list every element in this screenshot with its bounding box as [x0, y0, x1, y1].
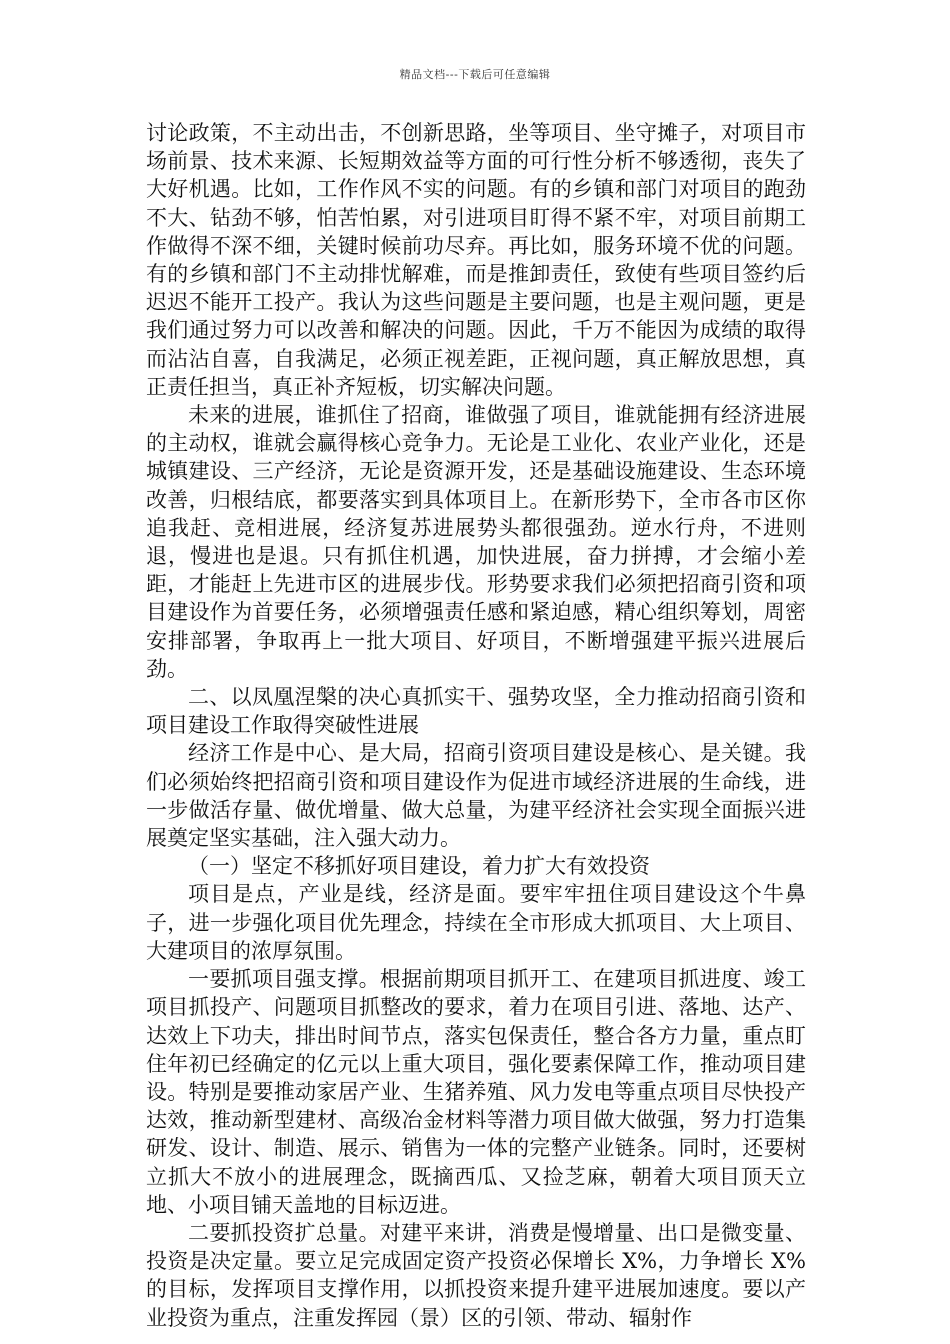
paragraph: 一要抓项目强支撑。根据前期项目抓开工、在建项目抓进度、竣工项目抓投产、问题项目抓整改的要求，着力在项目引进、落地、达产、达效上下功夫，排出时间节点，落实包保责任，整合各方力量，重点盯住年初已经确定的亿元以上重大项目，强化要素保障工作，推动项目建设。特别是要推动家居产业、生猪养殖、风力发电等重点项目尽快投产达效，推动新型建材、高级冶金材料等潜力项目做大做强，努力打造集研发、设计、制造、展示、销售为一体的完整产业链条。同时，还要树立抓大不放小的进展理念，既摘西瓜、又捡芝麻，朝着大项目顶天立地、小项目铺天盖地的目标迈进。	[146, 967, 806, 1217]
paragraph: 经济工作是中心、是大局，招商引资项目建设是核心、是关键。我们必须始终把招商引资和项目建设作为促进市域经济进展的生命线，进一步做活存量、做优增量、做大总量，为建平经济社会实现全面振兴进展奠定坚实基础，注入强大动力。	[146, 741, 806, 851]
document-body	[146, 119, 806, 1332]
paragraph: 讨论政策，不主动出击，不创新思路，坐等项目、坐守摊子，对项目市场前景、技术来源、长短期效益等方面的可行性分析不够透彻，丧失了大好机遇。比如，工作作风不实的问题。有的乡镇和部门对项目的跑劲不大、钻劲不够，怕苦怕累，对引进项目盯得不紧不牢，对项目前期工作做得不深不细，关键时候前功尽弃。再比如，服务环境不优的问题。有的乡镇和部门不主动排忧解难，而是推卸责任，致使有些项目签约后迟迟不能开工投产。我认为这些问题是主要问题，也是主观问题，更是我们通过努力可以改善和解决的问题。因此，千万不能因为成绩的取得而沾沾自喜，自我满足，必须正视差距，正视问题，真正解放思想，真正责任担当，真正补齐短板，切实解决问题。	[146, 121, 806, 399]
paragraph: 项目是点，产业是线，经济是面。要牢牢扭住项目建设这个牛鼻子，进一步强化项目优先理念，持续在全市形成大抓项目、大上项目、大建项目的浓厚氛围。	[146, 882, 806, 963]
subsection-heading: （一）坚定不移抓好项目建设，着力扩大有效投资	[188, 854, 650, 879]
section-heading: 二、以凤凰涅槃的决心真抓实干、强势攻坚，全力推动招商引资和项目建设工作取得突破性进展	[146, 685, 806, 738]
paragraph: 二要抓投资扩总量。对建平来讲，消费是慢增量、出口是微变量、投资是决定量。要立足完成固定资产投资必保增长 X%，力争增长 X%的目标，发挥项目支撑作用，以抓投资来提升建平进展加速度。要以产业投资为重点，注重发挥园（景）区的引领、带动、辐射作	[146, 1220, 806, 1330]
paragraph: 未来的进展，谁抓住了招商，谁做强了项目，谁就能拥有经济进展的主动权，谁就会赢得核心竞争力。无论是工业化、农业产业化，还是城镇建设、三产经济，无论是资源开发，还是基础设施建设、生态环境改善，归根结底，都要落实到具体项目上。在新形势下，全市各市区你追我赶、竞相进展，经济复苏进展势头都很强劲。逆水行舟，不进则退，慢进也是退。只有抓住机遇，加快进展，奋力拼搏，才会缩小差距，才能赶上先进市区的进展步伐。形势要求我们必须把招商引资和项目建设作为首要任务，必须增强责任感和紧迫感，精心组织筹划，周密安排部署，争取再上一批大项目、好项目，不断增强建平振兴进展后劲。	[146, 403, 806, 681]
page-header: 精品文档---下载后可任意编辑	[399, 68, 551, 81]
